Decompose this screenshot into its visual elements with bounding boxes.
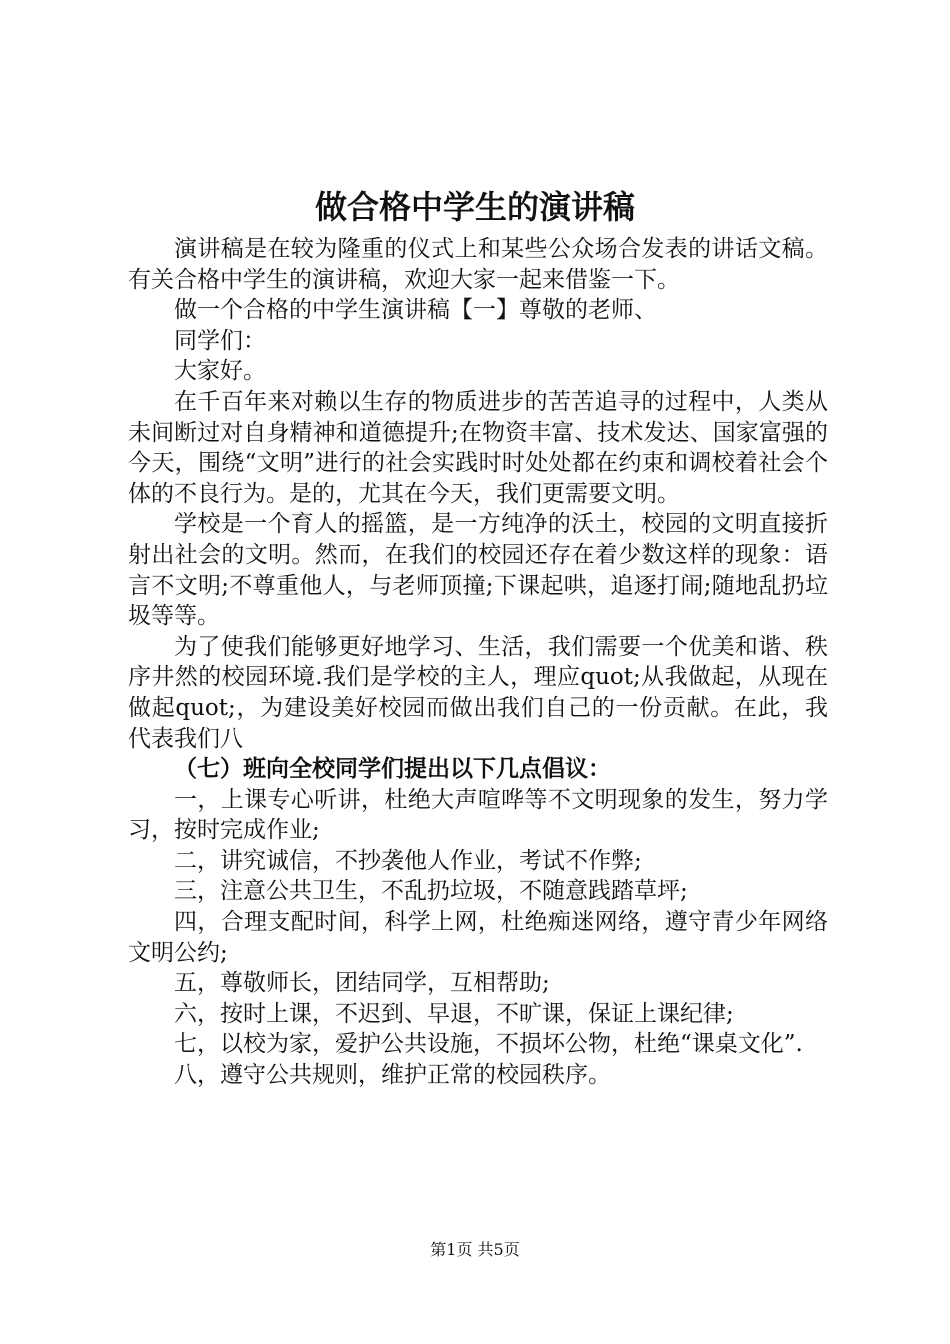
paragraph: 为了使我们能够更好地学习、生活，我们需要一个优美和谐、秩序井然的校园环境.我们是学校的主人，理应quot;从我做起，从现在做起quot;，为建设美好校园而做出我们自己的一份贡献。在此，我代表我们八 (128, 633, 828, 752)
page-title: 做合格中学生的演讲稿 (314, 188, 635, 226)
paragraph: 大家好。 (174, 358, 266, 385)
paragraph: 做一个合格的中学生演讲稿【一】尊敬的老师、 (174, 297, 657, 324)
paragraph: 四，合理支配时间，科学上网，杜绝痴迷网络，遵守青少年网络文明公约; (128, 909, 828, 966)
paragraph: 一，上课专心听讲，杜绝大声喧哗等不文明现象的发生，努力学习，按时完成作业; (128, 786, 828, 844)
document-body (128, 234, 828, 1091)
paragraph: 在千百年来对赖以生存的物质进步的苦苦追寻的过程中，人类从未间断过对自身精神和道德提升;在物资丰富、技术发达、国家富强的今天，围绕“文明”进行的社会实践时时处处都在约束和调校着社会个体的不良行为。是的，尤其在今天，我们更需要文明。 (128, 388, 828, 507)
page-footer: 第1页 共5页 (430, 1240, 520, 1259)
paragraph: 学校是一个育人的摇篮，是一方纯净的沃土，校园的文明直接折射出社会的文明。然而，在我们的校园还存在着少数这样的现象：语言不文明;不尊重他人，与老师顶撞;下课起哄，追逐打闹;随地乱扔垃圾等等。 (128, 511, 828, 630)
paragraph: （七）班向全校同学们提出以下几点倡议： (174, 756, 611, 783)
paragraph: 七，以校为家，爱护公共设施，不损坏公物，杜绝“课桌文化”. (174, 1031, 803, 1058)
paragraph: 六，按时上课，不迟到、早退，不旷课，保证上课纪律; (174, 1000, 734, 1027)
paragraph: 八，遵守公共规则，维护正常的校园秩序。 (174, 1062, 611, 1089)
paragraph: 演讲稿是在较为隆重的仪式上和某些公众场合发表的讲话文稿。有关合格中学生的演讲稿，欢迎大家一起来借鉴一下。 (128, 236, 828, 293)
paragraph: 二，讲究诚信，不抄袭他人作业，考试不作弊; (174, 847, 642, 874)
paragraph: 五，尊敬师长，团结同学，互相帮助; (174, 970, 550, 997)
paragraph: 三，注意公共卫生，不乱扔垃圾，不随意践踏草坪; (174, 878, 688, 905)
paragraph: 同学们： (174, 327, 266, 354)
